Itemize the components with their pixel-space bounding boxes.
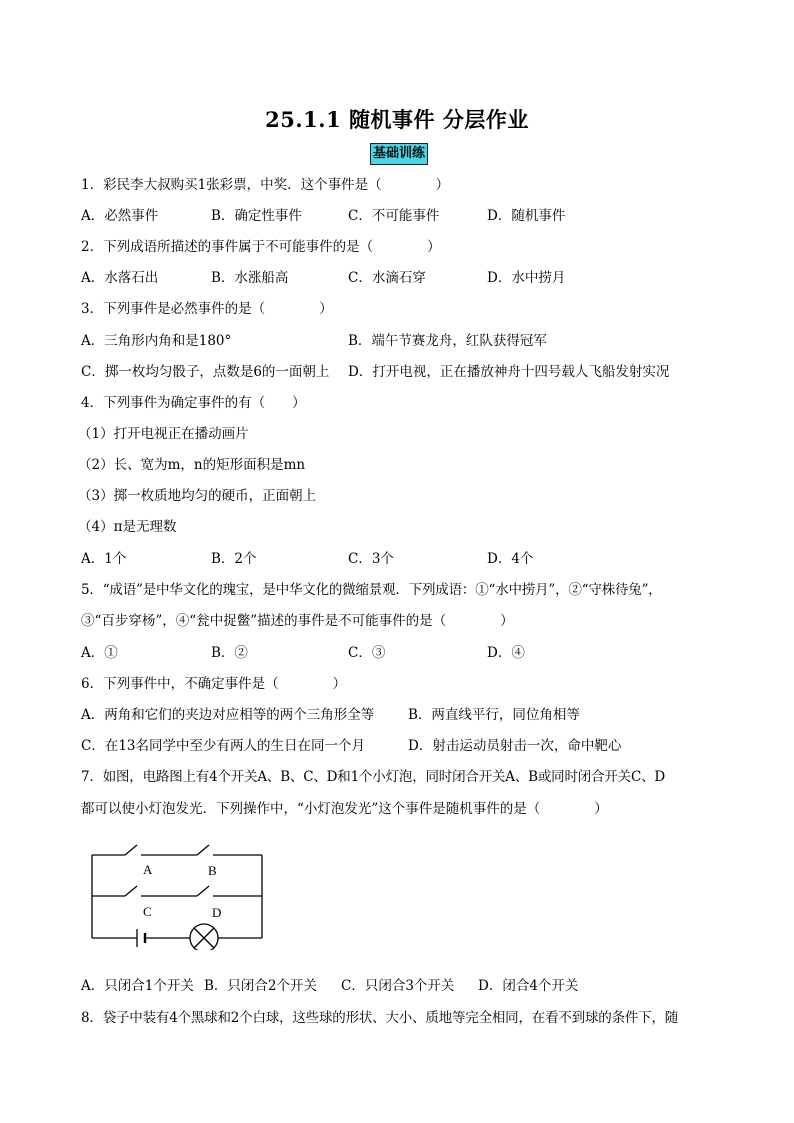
q1-option-c: C．不可能事件 <box>348 208 440 224</box>
q4-option-d: D．4个 <box>487 551 534 567</box>
q5-option-a: A．① <box>81 645 118 661</box>
switch-label-a: A <box>143 862 153 877</box>
q5-option-d: D．④ <box>487 645 525 661</box>
q3-option-b: B．端午节赛龙舟，红队获得冠军 <box>348 333 547 349</box>
question-1-stem: 1．彩民李大叔购买1张彩票，中奖．这个事件是（ ） <box>81 177 450 193</box>
lamp-icon <box>190 924 218 950</box>
q5-option-b: B．② <box>211 645 248 661</box>
q3-option-d: D．打开电视，正在播放神舟十四号载人飞船发射实况 <box>348 364 670 380</box>
q2-option-b: B．水涨船高 <box>211 270 289 286</box>
q4-item-2: （2）长、宽为m，n的矩形面积是mn <box>78 457 306 473</box>
circuit-diagram <box>85 838 275 950</box>
q7-option-b: B．只闭合2个开关 <box>204 978 318 994</box>
q1-option-a: A．必然事件 <box>81 208 159 224</box>
q4-option-b: B．2个 <box>211 551 257 567</box>
question-5-stem-line1: 5．“成语”是中华文化的瑰宝，是中华文化的微缩景观．下列成语：①“水中捞月”，②“守株待兔”， <box>81 582 662 598</box>
q6-option-a: A．两角和它们的夹边对应相等的两个三角形全等 <box>81 707 375 723</box>
q7-option-c: C．只闭合3个开关 <box>341 978 455 994</box>
switch-label-d: D <box>212 905 222 920</box>
q6-option-d: D．射击运动员射击一次，命中靶心 <box>408 738 622 754</box>
q4-item-4: （4）π是无理数 <box>78 519 177 535</box>
q6-option-b: B．两直线平行，同位角相等 <box>408 707 580 723</box>
battery-icon <box>137 929 145 947</box>
question-3-stem: 3．下列事件是必然事件的是（ ） <box>81 301 333 317</box>
switch-label-b: B <box>208 863 217 878</box>
question-2-stem: 2．下列成语所描述的事件属于不可能事件的是（ ） <box>81 239 441 255</box>
question-6-stem: 6．下列事件中，不确定事件是（ ） <box>81 676 347 692</box>
q3-option-a: A．三角形内角和是180° <box>81 333 232 349</box>
question-7-stem-line1: 7．如图，电路图上有4个开关A、B、C、D和1个小灯泡，同时闭合开关A、B或同时闭合开关C、D <box>81 769 666 785</box>
q4-option-c: C．3个 <box>348 551 394 567</box>
q5-option-c: C．③ <box>348 645 386 661</box>
q2-option-c: C．水滴石穿 <box>348 270 426 286</box>
q2-option-a: A．水落石出 <box>81 270 159 286</box>
q1-option-d: D．随机事件 <box>487 208 566 224</box>
q4-item-1: （1）打开电视正在播动画片 <box>78 426 249 442</box>
q2-option-d: D．水中捞月 <box>487 270 566 286</box>
q7-option-d: D．闭合4个开关 <box>478 978 579 994</box>
page-title: 25.1.1 随机事件 分层作业 <box>265 107 529 132</box>
q7-option-a: A．只闭合1个开关 <box>81 978 194 994</box>
question-4-stem: 4．下列事件为确定事件的有（ ） <box>81 395 306 411</box>
q3-option-c: C．掷一枚均匀骰子，点数是6的一面朝上 <box>81 364 330 380</box>
q4-option-a: A．1个 <box>81 551 127 567</box>
question-5-stem-line2: ③“百步穿杨”，④“瓮中捉鳖”描述的事件是不可能事件的是（ ） <box>81 613 514 629</box>
switch-label-c: C <box>143 904 152 919</box>
q1-option-b: B．确定性事件 <box>211 208 302 224</box>
question-7-stem-line2: 都可以使小灯泡发光．下列操作中，“小灯泡发光”这个事件是随机事件的是（ ） <box>81 801 608 817</box>
q6-option-c: C．在13名同学中至少有两人的生日在同一个月 <box>81 738 366 754</box>
question-8-stem: 8．袋子中装有4个黑球和2个白球，这些球的形状、大小、质地等完全相同，在看不到球的条件下，随 <box>81 1010 679 1026</box>
section-badge: 基础训练 <box>370 143 428 165</box>
q4-item-3: （3）掷一枚质地均匀的硬币，正面朝上 <box>78 488 317 504</box>
